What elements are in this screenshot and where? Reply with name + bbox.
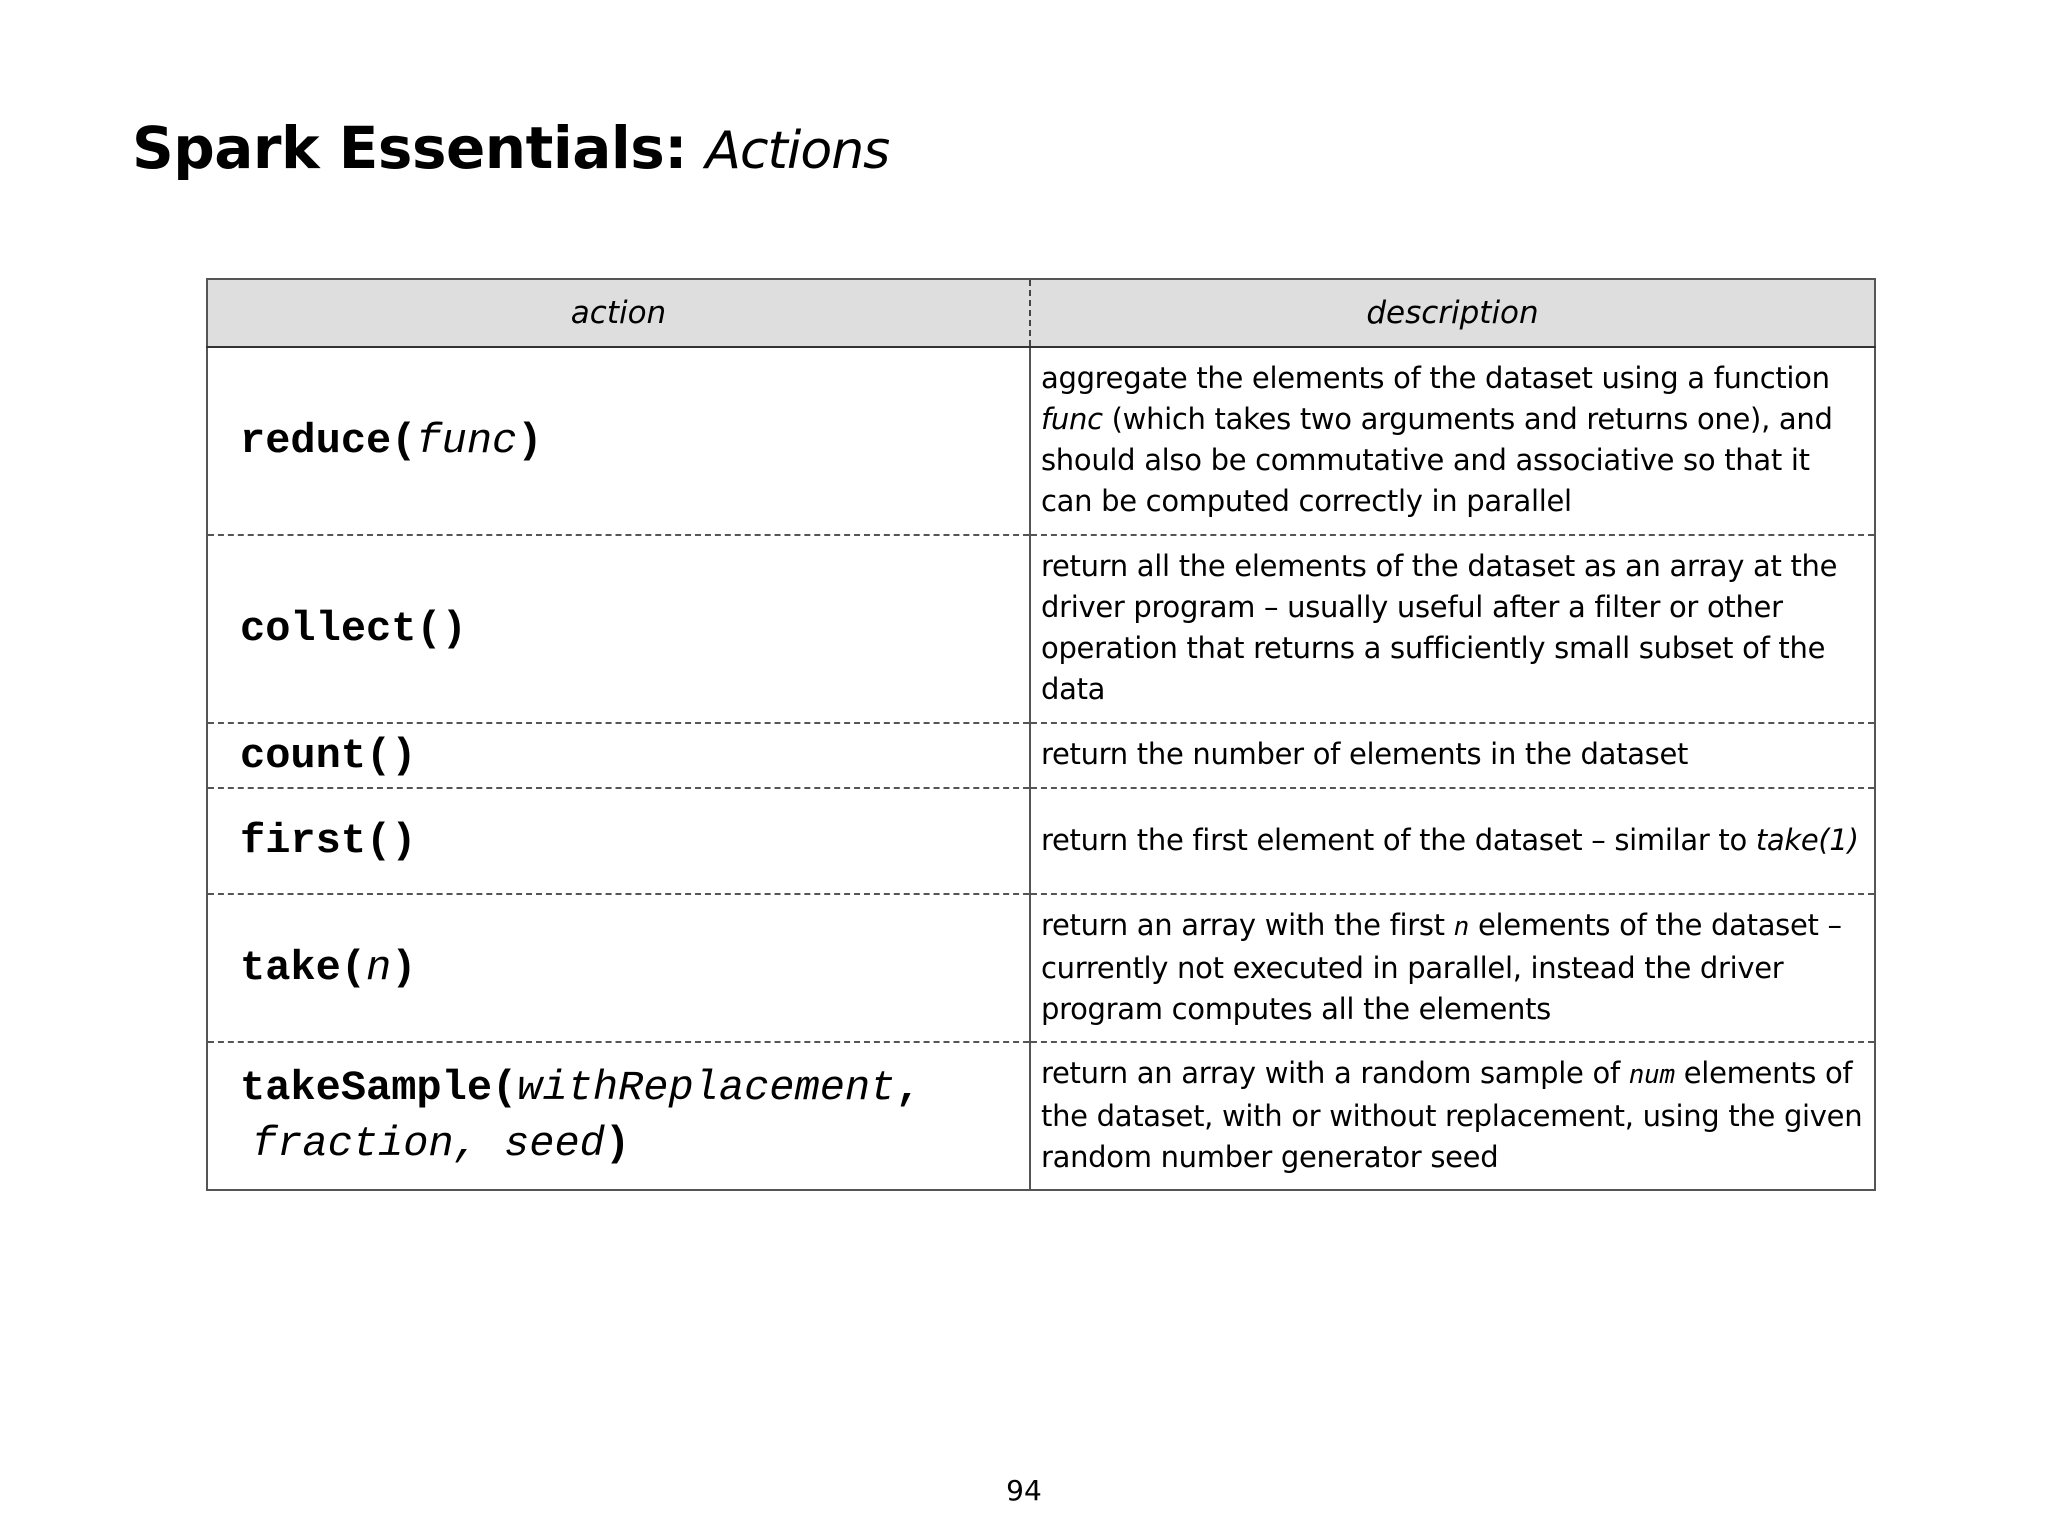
action-args: func (416, 417, 518, 465)
table-row (207, 894, 1875, 1042)
action-cell (207, 347, 1030, 535)
slide-title (132, 108, 889, 191)
description-text: return the first element of the dataset – similar to (1041, 822, 1747, 857)
action-arg-fraction: fraction (252, 1120, 454, 1168)
action-close: ) (517, 417, 543, 465)
table-row (207, 347, 1875, 535)
action-cell (207, 723, 1030, 788)
action-name: takeSample( (240, 1064, 518, 1112)
action-cell (207, 788, 1030, 894)
action-name: first() (240, 817, 417, 865)
description-cell (1030, 723, 1875, 788)
action-close: ) (391, 944, 417, 992)
description-text: aggregate the elements of the dataset using a function (1041, 361, 1830, 395)
description-cell (1030, 894, 1875, 1042)
action-name: collect() (240, 605, 467, 653)
header-action: action (207, 279, 1030, 347)
description-text: return an array with a random sample of (1041, 1055, 1620, 1090)
table-row (207, 723, 1875, 788)
page-number: 94 (1006, 1474, 1042, 1507)
action-cell (207, 894, 1030, 1042)
action-name: reduce( (240, 417, 417, 465)
action-name: take( (240, 944, 367, 992)
description-text: return an array with the first (1041, 907, 1445, 942)
description-text: elements of the dataset – currently not executed in parallel, instead the driver program computes all the elements (1041, 907, 1842, 1026)
description-text: (which takes two arguments and returns one), and should also be commutative and associative so that it can be computed correctly in parallel (1041, 402, 1833, 518)
table-row (207, 788, 1875, 894)
description-emphasis: take(1) (1755, 822, 1859, 857)
action-arg-seed: seed (504, 1120, 605, 1168)
description-code: num (1628, 1059, 1675, 1090)
table-header-row (207, 279, 1875, 347)
description-text: elements of the dataset, with or without replacement, using the given random number generator seed (1041, 1055, 1863, 1174)
description-cell (1030, 535, 1875, 723)
table-row (207, 1042, 1875, 1190)
header-description: description (1030, 279, 1875, 347)
action-args-line2 (240, 1120, 630, 1168)
description-emphasis: func (1041, 402, 1103, 436)
description-code: n (1453, 911, 1470, 942)
action-comma: , (453, 1120, 505, 1168)
table-row (207, 535, 1875, 723)
title-main: Spark Essentials: (132, 114, 687, 182)
title-subtitle: Actions (705, 121, 890, 181)
action-close: ) (604, 1120, 631, 1168)
action-cell (207, 535, 1030, 723)
description-text: return the number of elements in the dataset (1041, 737, 1689, 771)
description-cell (1030, 1042, 1875, 1190)
description-cell (1030, 788, 1875, 894)
description-cell (1030, 347, 1875, 535)
action-arg-withreplacement: withReplacement (517, 1064, 896, 1112)
action-args: n (366, 944, 392, 992)
action-cell (207, 1042, 1030, 1190)
action-comma: , (895, 1064, 921, 1112)
description-text: return all the elements of the dataset as an array at the driver program – usually useful after a filter or other operation that returns a sufficiently small subset of the data (1041, 549, 1838, 706)
actions-table (206, 278, 1876, 1191)
action-name: count() (240, 731, 417, 780)
